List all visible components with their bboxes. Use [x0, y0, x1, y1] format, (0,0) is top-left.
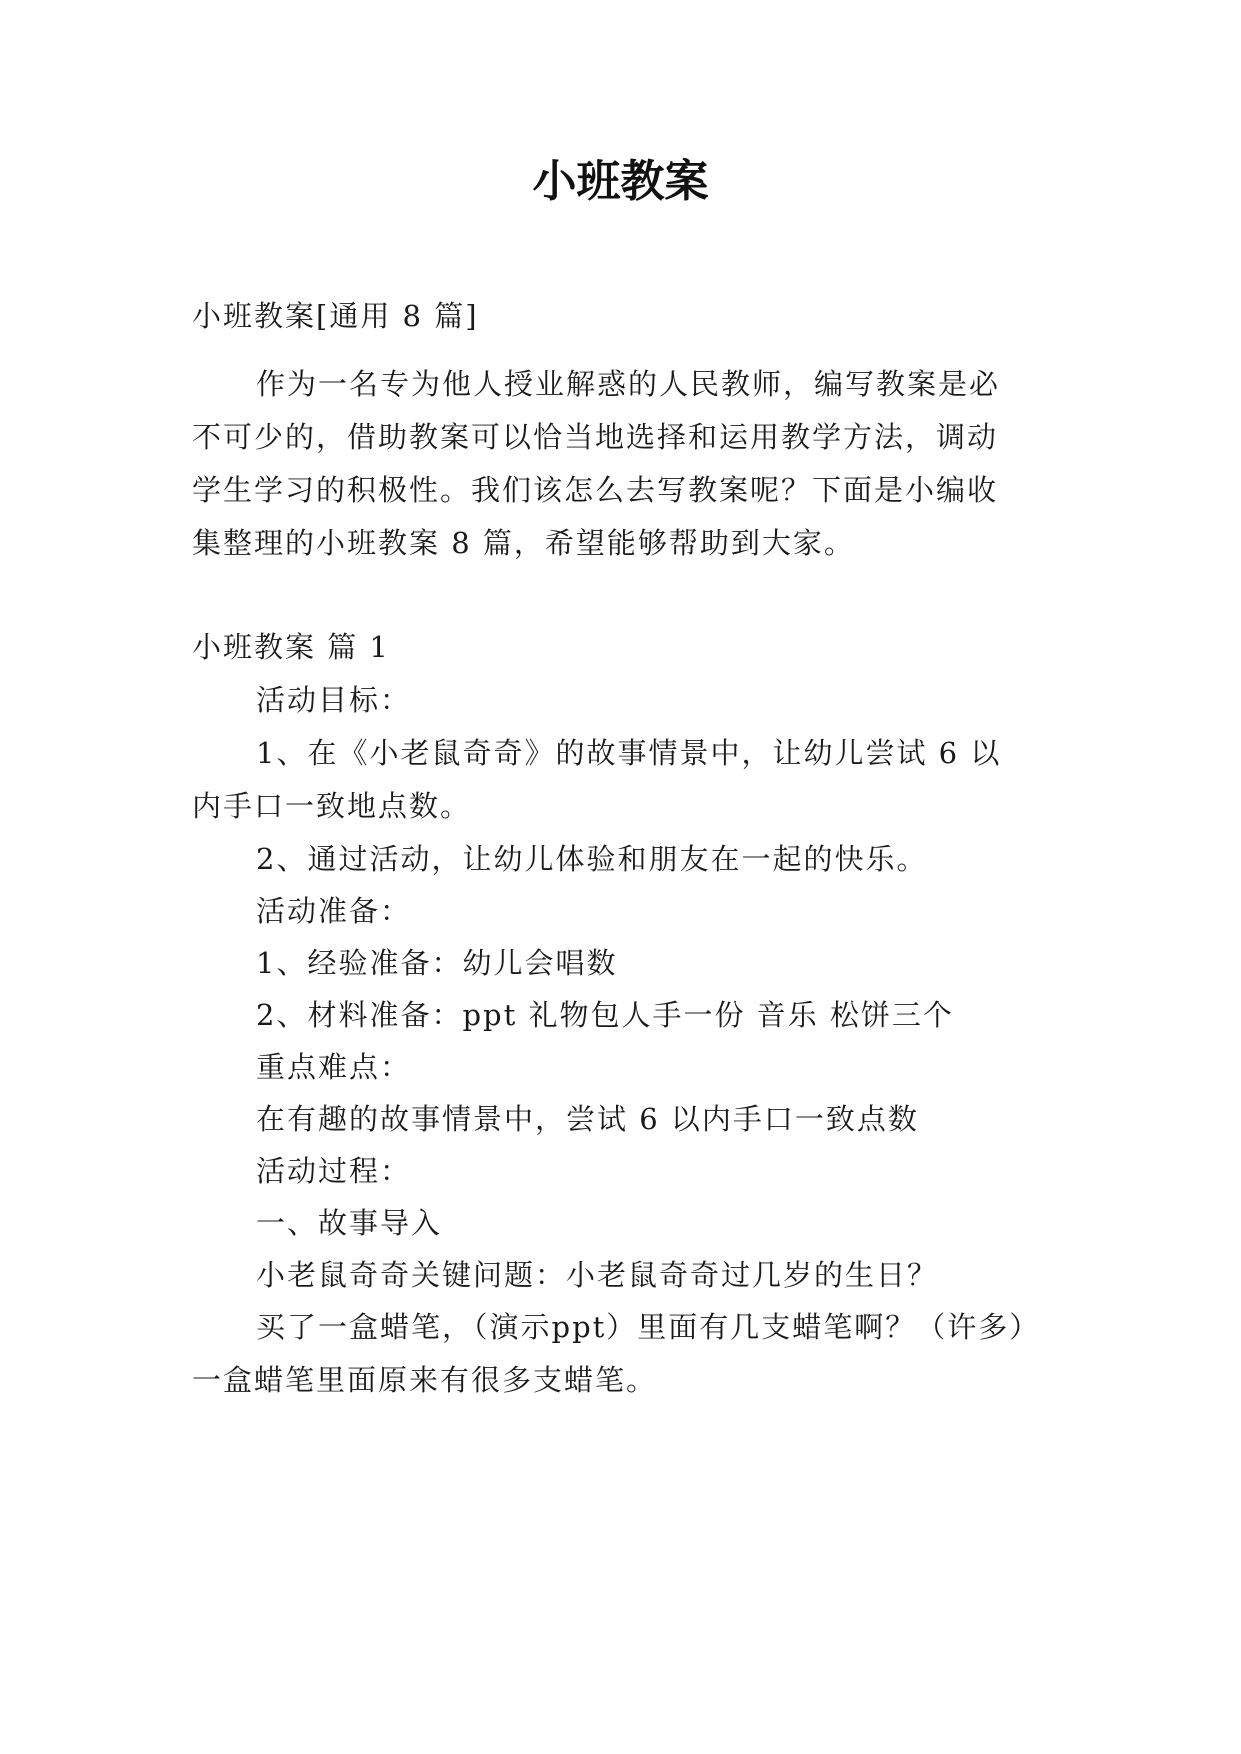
body-line: 活动准备： — [256, 894, 412, 928]
section-heading: 小班教案 篇 1 — [192, 630, 390, 664]
body-line: 在有趣的故事情景中，尝试 6 以内手口一致点数 — [256, 1102, 919, 1136]
body-line: 活动过程： — [256, 1154, 412, 1188]
body-line: 一盒蜡笔里面原来有很多支蜡笔。 — [192, 1363, 658, 1397]
intro-line-3: 学生学习的积极性。我们该怎么去写教案呢？下面是小编收 — [192, 473, 999, 507]
document-title: 小班教案 — [532, 156, 709, 207]
body-line: 买了一盒蜡笔，（演示ppt）里面有几支蜡笔啊？（许多） — [256, 1310, 1041, 1344]
intro-line-4: 集整理的小班教案 8 篇，希望能够帮助到大家。 — [192, 526, 855, 560]
document-subtitle: 小班教案[通用 8 篇] — [192, 299, 479, 333]
body-line: 重点难点： — [256, 1050, 412, 1084]
body-line: 2、通过活动，让幼儿体验和朋友在一起的快乐。 — [256, 842, 928, 876]
body-line: 活动目标： — [256, 683, 412, 717]
body-line: 1、经验准备：幼儿会唱数 — [256, 946, 618, 980]
body-line: 2、材料准备：ppt 礼物包人手一份 音乐 松饼三个 — [256, 998, 954, 1032]
body-line: 内手口一致地点数。 — [192, 789, 472, 823]
body-line: 一、故事导入 — [256, 1206, 443, 1240]
intro-line-1: 作为一名专为他人授业解惑的人民教师，编写教案是必 — [256, 367, 1001, 401]
intro-line-2: 不可少的，借助教案可以恰当地选择和运用教学方法，调动 — [192, 420, 999, 454]
body-line: 1、在《小老鼠奇奇》的故事情景中，让幼儿尝试 6 以 — [256, 736, 1002, 770]
body-line: 小老鼠奇奇关键问题：小老鼠奇奇过几岁的生日？ — [256, 1258, 939, 1292]
